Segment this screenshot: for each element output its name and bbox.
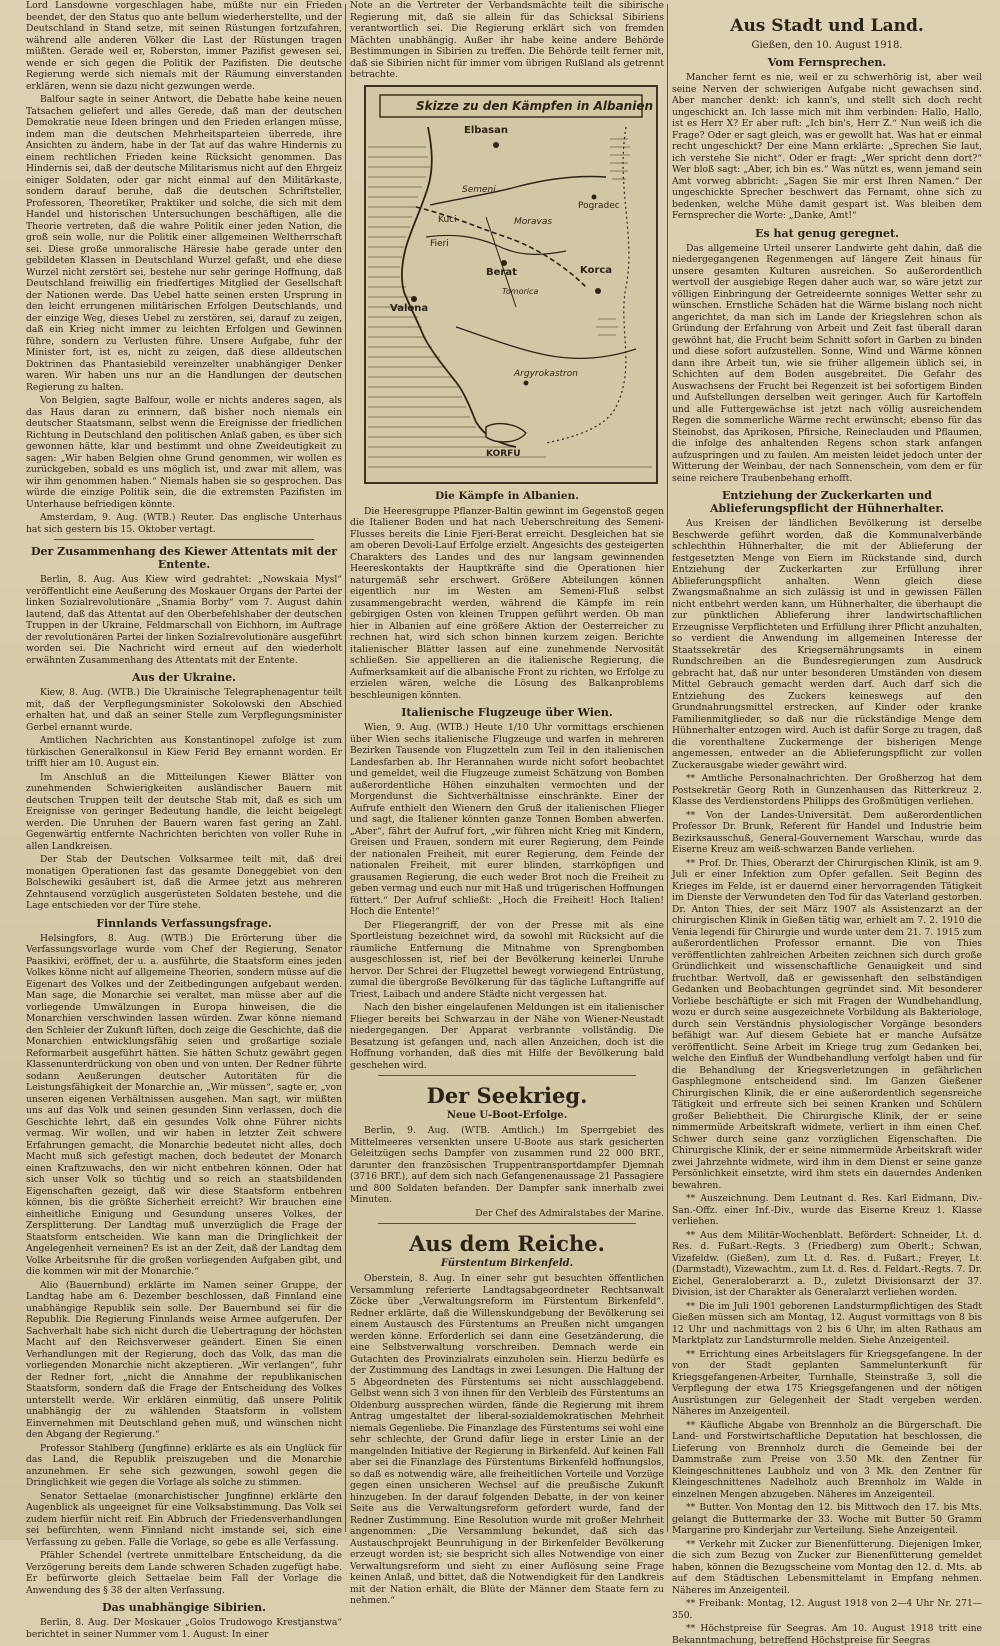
divider bbox=[378, 1223, 636, 1224]
article-text: Professor Stahlberg (Jungfinne) erklärte es als ein Unglück für das Land, die Republik preiszugeben und die Monarchie anzunehmen. Er sehe sich gezwungen, sowohl gegen die Dringlichkeit wie gegen die Vorlage als solche zu stimmen. bbox=[26, 1442, 342, 1488]
map-label: Korca bbox=[580, 264, 613, 276]
article-text: Oberstein, 8. Aug. In einer sehr gut besuchten öffentlichen Versammlung referierte Landtagsabgeordneter Rechtsanwalt Zöcke über „Verwaltungsreform im Fürstentum Birkenfeld“. Redner erklärte, daß die Willenskundgebung der Bevölkerung sei einem Austausch des Fürstentums an Preußen nicht umgangen werden könne. Erforderlich sei dann eine Gesetzänderung, die eine Selbstverwaltung vorschreiben. Demnach werde ein Gutachten des Provinzialrats einzuholen sein. Hierzu bedürfe es der Zustimmung des Landtags in zwei Lesungen. Die Haltung der 5 Abgeordneten des Fürstentums sei nicht ausschlaggebend. Gelbst wenn sich 3 von ihnen für den Verbleib des Fürstentums an Oldenburg aussprechen würden, fände die Regierung mit ihrem Antrag umgestaltet der liberal-sozialdemokratischen Mehrheit niemals Gegenliebe. Die Finanzlage des Fürstentums sei wohl eine sehr schlechte, der Grund dafür liege in erster Linie an der mangelnden Initiative der Regierung in Birkenfeld. Auf keinen Fall aber sei die Finanzlage des Fürstentums Birkenfeld hoffnungslos, so daß es notwendig wäre, alle freiheitlichen Vorteile und Vorzüge gegen einen unsicheren Wechsel auf die preußische Zukunft hinzugeben. In der darauf folgenden Debatte, in der von keiner Seite aus die Verwaltungsreform gefordert wurde, fand der Redner Zustimmung. Eine Resolution wurde mit großer Mehrheit angenommen: „Die Versammlung bekundet, daß sich das Austauschprojekt Beunruhigung in der Birkenfelder Bevölkerung erzeugt worden ist; sie bespricht sich alles Notwendige von einer Verwaltungsreform und sieht zu einer Auflösung seine Frage keinen Anlaß, und bittet, daß die Notwendigkeit für den Landkreis mit der Nation erhält, die Blüte der Männer dem Staate fern zu nehmen.“ bbox=[350, 1273, 664, 1606]
map-label: Berat bbox=[486, 266, 517, 278]
map-caption: Die Kämpfe in Albanien. bbox=[435, 489, 579, 502]
article-text: Nach den bisher eingelaufenen Meldungen ist ein italienischer Flieger bereits bei Schwarzau in der Nähe von Wiener-Neustadt niedergegangen. Der Apparat verbrannte vollständig. Die Besatzung ist gefangen und, nach allen Anzeichen, doch ist die Hoffnung vorhanden, daß dies mit Hilfe der Bevölkerung bald geschehen wird. bbox=[350, 1002, 664, 1071]
headline-ukraine: Aus der Ukraine. bbox=[131, 671, 236, 684]
article-text: Lord Lansdowne vorgeschlagen habe, müßte nur ein Frieden beendet, der den Status quo ante bellum wiederherstellte, und der Deutschland in Stand setze, mit seinen Rüstungen fortzufahren, während alle anderen Völker die Last der Rüstungen tragen müßten. Gerade weil er, Roberston, immer Pazifist gewesen sei, wende er sich gegen die Politik der Pazifisten. Die deutsche Regierung werde sich niemals mit der Räumung einverstanden erklären, wenn sie dazu nicht gezwungen werde. bbox=[26, 0, 342, 92]
news-item: ** Verkehr mit Zucker zur Bienenfütterung. Diejenigen Imker, die sich zum Bezug von Zucker zur Bienenfütterung gemeldet haben, können die Bezugsscheine vom Montag den 12. d. Mts. ab auf dem Städtischen Lebensmittelamt in Empfang nehmen. Näheres im Anzeigenteil. bbox=[672, 1538, 982, 1596]
article-text: Berlin, 8. Aug. Der Moskauer „Golos Trudowogo Krestjanstwa“ berichtet in seiner Nummer vom 1. August: In einer bbox=[26, 1617, 342, 1640]
article-text: Kiew, 8. Aug. (WTB.) Die Ukrainische Telegraphenagentur teilt mit, daß der Verpflegungsminister Sokolowski den Abschied erhalten hat, und daß an seiner Stelle zum Verpflegungsminister Gerbel ernannt wurde. bbox=[26, 687, 342, 733]
map-label: Kuci bbox=[438, 214, 457, 225]
map-label: Elbasan bbox=[464, 124, 508, 136]
section-title: Aus Stadt und Land. bbox=[730, 16, 924, 36]
map-label: Fieri bbox=[430, 238, 449, 249]
article-text: Der Fliegerangriff, der von der Presse mit als eine Sportleistung bezeichnet wird, da sowohl mit Rücksicht auf die räumliche Entfernung die Mitnahme von Sprengbomben ausgeschlossen ist, rief bei der Bevölkerung keinerlei Unruhe hervor. Der Schrei der Flugzettel bewegt vorwiegend Entrüstung, zumal die übergroße Bevölkerung für das tägliche Luftangriffe auf Triest, Laibach und andere Städte nicht vergessen hat. bbox=[350, 919, 664, 1000]
column-middle bbox=[350, 0, 664, 1606]
headline-regen: Es hat genug geregnet. bbox=[755, 226, 899, 240]
map-label: Valona bbox=[390, 302, 429, 314]
article-text: Helsingfors, 8. Aug. (WTB.) Die Erörterung über die Verfassungsvorlage wurde vom Chef der Regierung, Senator Paasikivi, eröffnet, der u. a. ausführte, die Staatsform eines jeden Volkes könne nicht auf allgemeine Theorien, sondern müsse auf die Eigenart des Volkes und der Zeitbedingungen aufgebaut werden. Man sage, die Monarchie sei veraltet, man müsse aber auf die vorliegende Umwälzungen in Europa hinweisen, die die Monarchien verschwinden lassen würden. Zwar könne niemand den Schleier der Zukunft lüften, doch zeige die Geschichte, daß die Monarchien entwicklungsfähig seien und großartige soziale Reformarbeit ausgeführt hätten. Sie hätten Schutz gewährt gegen Klassenunterdrückung von oben und von unten. Der Redner führte sodann Aeußerungen deutscher Autoritäten für die Leistungsfähigkeit der Monarchie an, „Wir müssen“, sagte er, „von unseren eigenen Verhältnissen ausgehen. Man sagt, wir müßten uns auf das Volk und seinen gesunden Sinn verlassen, doch die Geschichte lehrt, daß ein gesundes Volk ohne Führer nichts vermag. Wir wollen, und wir haben in letzter Zeit schwere Erfahrungen gemacht, die Monarchie bedeutet nicht alles, doch Macht muß sich gefestigt machen, doch bedeutet der Monarch einen Kraftzuwachs, den wir nicht entbehren können. Oder hat sich unser Volk so tüchtig und so reich an staatsbildenden Eigenschaften gezeigt, daß wir diese Staatsform entbehren können, bis die größte Sicherheit erreicht? Wir brauchen eine einheitliche Einigung und Gesundung unseres Volkes, der Zersplitterung. Der Landtag muß unverzüglich die Frage der Staatsform entscheiden. Wie kann man die Dringlichkeit der Angelegenheit verneinen? Es ist an der Zeit, daß der Landtag dem Volke Arbeitsruhe für die großen vorliegenden Aufgaben gibt, und die kommen wir mit der Monarchie.“ bbox=[26, 932, 342, 1277]
subheadline-uboot: Neue U-Boot-Erfolge. bbox=[446, 1110, 568, 1121]
divider bbox=[54, 539, 314, 540]
albania-map bbox=[364, 85, 658, 484]
news-item: ** Aus dem Militär-Wochenblatt. Befördert: Schneider, Lt. d. Res. d. Fußart.-Regts. 3 (Friedberg) zum Oberlt.; Schwan, Vizefeldw. (Gießen), zum Lt. d. Res. d. Fußart.; Freyer, Lt. (Darmstadt), Vizewachtm., zum Lt. d. Res. d. Feldart.-Regts. 7. Dr. Eichel, Generaloberarzt a. D., zuletzt Divisionsarzt der 37. Division, ist der Charakter als Generalarzt verliehen worden. bbox=[672, 1229, 982, 1298]
map-label: KORFU bbox=[486, 448, 521, 459]
article-text: Balfour sagte in seiner Antwort, die Debatte habe keine neuen Tatsachen geliefert und alles Gerede, daß man der deutschen Demokratie neue Ideen bringen und den Frieden erlangen müsse, indem man die deutschen Mehrheitsparteien überrede, ihre Ansichten zu ändern, habe in der Tat auf das wahre Hindernis zu einem rechtlichen Frieden keine Rücksicht genommen. Das Hindernis sei, daß der deutsche Militarismus nicht auf den Ehrgeiz einiger Soldaten, oder gar nicht einmal auf den Militärkaste, sondern darauf beruhe, daß die deutschen Schriftsteller, Professoren, Theoretiker, Praktiker und solche, die sich mit dem Handel und historischen Untersuchungen beschäftigen, alle die Theorie vertreten, daß die wahre Politik einer jeden Nation, die groß sein wolle, nur die Politik einer allgemeinen Weltherrschaft sei. Diese große unmoralische Häresie habe gerade unter den gebildeten Klassen in Deutschland Wurzel gefaßt, und ehe diese Wurzel nicht zerstört sei, bestehe nur sehr geringe Hoffnung, daß Deutschland freiwillig ein friedfertiges Mitglied der Gesellschaft der Nationen werde. Das Uebel hatte seinen ersten Ursprung in den leicht errungenen militärischen Erfolgen Deutschlands, und der einzige Weg, dieses Uebel zu zerstören, sei, darauf zu zeigen, daß ein Krieg nicht immer zu leichten Erfolgen und Gewinnen führe, sondern zu Verlusten führe. Unsere Aufgabe, fuhr der Minister fort, ist es, nicht zu zeigen, daß diese alldeutschen Doktrinen das Phantasiebild vereinzelter unabhängiger Denker waren. Wir haben uns nur an die Handlungen der deutschen Regierung zu halten. bbox=[26, 94, 342, 393]
news-item: ** Von der Landes-Universität. Dem außerordentlichen Professor Dr. Brunk, Referent für Handel und Industrie beim Bezirksausschuß, General-Gouvernement Warschau, wurde das Eiserne Kreuz am weiß-schwarzen Bande verliehen. bbox=[672, 809, 982, 855]
subheadline-birkenfeld: Fürstentum Birkenfeld. bbox=[440, 1258, 574, 1269]
dateline: Gießen, den 10. August 1918. bbox=[751, 40, 903, 51]
article-text: Von Belgien, sagte Balfour, wolle er nichts anderes sagen, als das Haus daran zu erinnern, daß bisher noch niemals ein deutscher Staatsmann, selbst wenn die Ereignisse der friedlichen Richtung in Deutschland den politischen Anlaß gaben, es über sich gewonnen hätte, klar und bestimmt und ohne Zweideutigkeit zu sagen: „Wir haben Belgien ohne Grund genommen, wir wollen es zurückgeben, sobald es uns möglich ist, und zwar mit allem, was wir ihm genommen haben.“ Niemals haben sie so gesprochen. Das würde die einzige Politik sein, die die extremsten Pazifisten im Unterhause befriedigen könnte. bbox=[26, 395, 342, 510]
news-item: ** Auszeichnung. Dem Leutnant d. Res. Karl Eidmann, Div.-San.-Offz. einer Inf.-Div., wurde das Eiserne Kreuz 1. Klasse verliehen. bbox=[672, 1193, 982, 1227]
article-text: Der Stab der Deutschen Volksarmee teilt mit, daß drei monatigen Operationen fast das gesamte Doneggebiet von den Bolschewiki gesäubert ist, daß die Armee jetzt aus mehreren Zehntausend vorzüglich ausgerüsteten Soldaten bestehe, und die Lage entschieden vor der Türe stehe. bbox=[26, 854, 342, 911]
article-text: Wien, 9. Aug. (WTB.) Heute 1/10 Uhr vormittags erschienen über Wien sechs italienische Flugzeuge und warfen in mehreren Bezirken Tausende von Flugzetteln zum Teil in den italienischen Landesfarben ab. Ihr Herannahen wurde nicht sofort beobachtet und gemeldet, weil die Flugzeuge zumeist Schätzung von Bomben außerordentliche Höhen einzuhalten vermochten und der Morgendunst die Sichtverhältnisse einschränkte. Einer der Aufrufe enthielt den Wienern den Gruß der italienischen Flieger und sagt, die Italiener könnten ganze Tonnen Bomben abwerfen. „Aber“, fährt der Aufruf fort, „wir führen nicht Krieg mit Kindern, Greisen und Frauen, sondern mit eurer Regierung, dem Feinde der nationalen Freiheit, mit eurer Regierung, dem Feinde der nationalen Freiheit, mit eurer blinden, starrköpfigen und grausamen Regierung, die euch weder Brot noch die Freiheit zu geben vermag und euch nur mit Haß und trügerischen Hoffnungen füttert.“ Der Aufruf schließt: „Hoch die Freiheit! Hoch Italien! Hoch die Entente!“ bbox=[350, 722, 664, 917]
headline-reiche: Aus dem Reiche. bbox=[409, 1231, 605, 1256]
article-text: Mancher fernt es nie, weil er zu schwerhörig ist, aber weil seine Nerven der schwierigen Aufgabe nicht gewachsen sind. Aber mancher denkt: ich kann's, und stellt sich doch recht ungeschickt an. Ich lasse mich mit ihm verbinden: Hallo, Hallo, ist es Herr X? Er aber ruft: „Ich bin's, Herr Z.“ Nun weiß ich die Frage? Oder er sagt gleich, was er gewollt hat. Was hat er einmal recht ungeschickt? Der eine Mann erklärte: „Sprechen Sie laut, ich verstehe Sie nicht“. Oder er fragt: „Wer spricht denn dort?“ Wer bloß sagt: „Aber, ich bin es.“ Was nützt es, wenn jemand sein Amt vorweg abbricht: „Sagen Sie mir erst Ihren Namen.“ Der ungeschickte Sprecher beschwert das Fernamt, ohne sich zu bedenken, welche Mühe damit gespart ist. Was bleiben dem Fernsprecher die Worte: „Danke, Amt!“ bbox=[672, 72, 982, 221]
article-text: Pfähler Schendel (vertrete unmittelbare Entscheidung, da die Verzögerung bereits dem Lande schweren Schaden zugefügt habe. Er befürworte gleich Settaelae beim Fall der Vorlage die Anwendung des § 38 der alten Verfassung. bbox=[26, 1550, 342, 1596]
article-text: Das allgemeine Urteil unserer Landwirte geht dahin, daß die niedergegangenen Regenmengen auf längere Zeit hinaus für unsere gesamten Kulturen ausreichen. So außerordentlich wertvoll der ausgiebige Regen daher auch war, so wäre jetzt zur völligen Einbringung der Getreideernte sonniges Wetter sehr zu wünschen. Ernstliche Schäden hat die Wärme bislang noch nicht angerichtet, da man sich im Lande der Kriegslehren schon als Gründung der Erfahrung von Arbeit und Zeit fast überall daran gewöhnt hat, die Frucht beim Schnitt sofort in Garben zu binden und diese sofort aufzustellen. Sonne, Wind und Wärme können dann ihre Arbeit tun, wie sie früher allgemein üblich sei, in Schichten auf dem Boden ausgebreitet. Die Gefahr des Auswachsens der Frucht bei Regenzeit ist bei sofortigem Binden und Aufstellungen derselben weit geringer. Auch für Kartoffeln und alle Futtergewächse ist jetzt nach völlig ausreichendem Regen die sommerliche Wärme recht erwünscht; ebenso für das Steinobst, das Aprikosen, Pfirsiche, Reineclauden und Pflaumen, die infolge des anhaltenden Regens schon stark anfangen aufzuspringen und zu faulen. Am meisten leidet jedoch unter der Witterung der Weinbau, der nach Sonnenschein, vom dem er für seine reichere Traubenbehang erhofft. bbox=[672, 242, 982, 484]
article-text: Alio (Bauernbund) erklärte im Namen seiner Gruppe, der Landtag habe am 6. Dezember beschlossen, daß Finnland eine unabhängige Republik sein solle. Der Bauernbund sei für die Republik. Die Regierung Finnlands weise Armee aufgerufen. Der Sachverhalt habe sich nicht durch die Uebertragung der höchsten Macht auf den Reichsverweser geändert. Einen Sie einen Verhandlungen mit der Regierung, doch das Volk, das man die vorliegenden Monarchie nicht akzeptieren. „Wir verlangen“, fuhr der Redner fort, „nicht die Annahme der republikanischen Staatsform, sondern daß die Frage der Entscheidung des Volkes unterstellt werde. Wir erklären einmütig, daß unsere Politik unabhängig der zu wählenden Staatsform in vollstem Einvernehmen mit Deutschland gehen muß, und wünschen nicht den Abgang der Regierung.“ bbox=[26, 1279, 342, 1440]
news-item: ** Prof. Dr. Thies, Oberarzt der Chirurgischen Klinik, ist am 9. Juli er einer Infektion zum Opfer gefallen. Seit Beginn des Krieges im Felde, ist er dauernd einer hervorragenden Tätigkeit im Dienste der Verwundeten den Tod für das Vaterland gestorben. Dr. Anton Thies, der seit März 1907 als Assistenzarzt an der chirurgischen Klinik in Gießen tätig war, erhielt am 7. 2. 1910 die Venia legendi für Chirurgie und wurde unter dem 21. 7. 1915 zum außerordentlichen Professor ernannt. Die von Thies veröffentlichten zahlreichen Arbeiten zeichnen sich durch große Gründlichkeit und wissenschaftliche Genauigkeit und sind fruchtbar. Wertvoll, daß er gewissenhaft den selbständigen Gedanken und Beobachtungen gegründet sind. Mit besonderer Vorliebe beschäftigte er sich mit Fragen der Wundbehandlung, wozu er durch seine ausgezeichnete Vorbildung als Bakteriologe, durch sein Verständnis physiologischer Vorgänge besonders befähigt war. Auf diesem Gebiete hat er manche Aufsätze veröffentlicht. Seine Arbeit im Kriege trug zum Gedanken bei, welche den Einfluß der Wundbehandlung verfolgt haben und für die Behandlung der Kriegsverletzungen in gefährlichen Gasphlegmone entscheidend sind. Im Ganzen Gießener Chirurgischen Klinik, die er eine außerordentlich segensreiche Tätigkeit und erfreute sich bei seinen Kranken und Schülern großer Beliebtheit. Die Chirurgische Klinik, der er seine nimmermüde Arbeitskraft widmete, verliert in ihm einen Chef. Schwer durch seine ganz vorzüglichen Eigenschaften. Die Chirurgische Klinik, der er seine nimmermüde Arbeitskraft wider zwei Jahrzehnte widmete, wird ihm in dem Dienst er seine ganze Persönlichkeit einsetzte, wird ihm stets ein dauerndes Andenken bewahren. bbox=[672, 857, 982, 1191]
article-text: Berlin, 9. Aug. (WTB. Amtlich.) Im Sperrgebiet des Mittelmeeres versenkten unsere U-Boote aus stark gesicherten Geleitzügen sechs Dampfer von zusammen rund 22 000 BRT., darunter den französischen Truppentransportdampfer Djemnah (3716 BRT.), auf dem sich nach Gefangenenaussage 21 Passagiere und 800 Soldaten befanden. Der Dampfer sank innerhalb zwei Minuten. bbox=[350, 1125, 664, 1205]
article-text: Senator Settaelae (monarchistischer Jungfinne) erklärte den Augenblick als ungeeignet für eine Volksabstimmung. Das Volk sei zudem hierfür nicht reif. Ein Abbruch der Friedensverhandlungen sei befürchten, wenn Finnland nicht imstande sei, sich eine Verfassung zu geben. Falle die Vorlage, so gebe es alle Verfassung. bbox=[26, 1490, 342, 1548]
article-text: Note an die Vertreter der Verbandsmächte teilt die sibirische Regierung mit, daß sie allein für das Schicksal Sibiriens verantwortlich sei. Die Regierung erklärt sich von fremden Mächten unabhängig. Außer ihr habe keine andere Behörde Bestimmungen in Sibirien zu treffen. Die Behörde teilt ferner mit, daß sie Sibirien nicht für immer vom übrigen Rußland als getrennt betrachte. bbox=[350, 0, 664, 80]
map-title: Skizze zu den Kämpfen in Albanien bbox=[416, 98, 654, 113]
article-signature: Der Chef des Admiralstabes der Marine. bbox=[475, 1207, 664, 1219]
article-text: Amtlichen Nachrichten aus Konstantinopel zufolge ist zum türkischen Generalkonsul in Kiew Ferid Bey ernannt worden. Er trifft hier am 10. August ein. bbox=[26, 735, 342, 769]
map-label: Tomorica bbox=[502, 286, 539, 296]
headline-zucker: Entziehung der Zuckerkarten und Ablieferungspflicht der Hühnerhalter. bbox=[710, 489, 944, 515]
headline-flugzeuge: Italienische Flugzeuge über Wien. bbox=[401, 706, 613, 719]
news-item: ** Höchstpreise für Seegras. Am 10. August 1918 tritt eine Bekanntmachung, betreffend Höchstpreise für Seegras bbox=[672, 1623, 982, 1646]
headline-sibirien: Das unabhängige Sibirien. bbox=[102, 1601, 266, 1614]
article-text: Berlin, 8. Aug. Aus Kiew wird gedrahtet: „Nowskaia Mysl“ veröffentlicht eine Aeußerung des Moskauer Organs der Partei der linken Sozialrevolutionäre „Snamia Borby“ vom 7. August dahin lautend, daß das Attentat auf den Oberbefehlshaber der deutschen Truppen in der Ukraine, Feldmarschall von Eichhorn, im Auftrage der revolutionären Partei der linken Sozialrevolutionäre ausgeführt worden sei. Die Nachricht wird erneut auf den wiederholt erwähnten Zusammenhang des Attentats mit der Entente. bbox=[26, 574, 342, 666]
map-label: Semeni bbox=[462, 184, 496, 195]
news-item: ** Amtliche Personalnachrichten. Der Großherzog hat dem Postsekretär Georg Roth in Gunzenhausen das Ritterkreuz 2. Klasse des Verdienstordens Philipps des Großmütigen verliehen. bbox=[672, 773, 982, 807]
column-left bbox=[26, 0, 342, 1640]
divider bbox=[378, 1075, 636, 1076]
news-item: ** Käufliche Abgabe von Brennholz an die Bürgerschaft. Die Land- und Forstwirtschaftliche Deputation hat beschlossen, die Lieferung von Brennholz durch die Gemeinde bei der Dammstraße zum Preise von 3.50 Mk. den Zentner für Kleingeschnittenes Laubholz und von 3 Mk. den Zentner für Kleingeschnittenes Nadelholz auch Brennholz im Walde in einzelnen Mengen abzugeben. Näheres im Anzeigenteil. bbox=[672, 1419, 982, 1500]
news-item: ** Die im Juli 1901 geborenen Landsturmpflichtigen des Stadt Gießen müssen sich am Montag, 12. August vormittags von 8 bis 12 Uhr und nachmittags von 2 bis 6 Uhr, im alten Rathaus am Marktplatz zur Landsturmrolle melden. Siehe Anzeigenteil. bbox=[672, 1300, 982, 1346]
news-item: ** Butter. Von Montag den 12. bis Mittwoch den 17. bis Mts. gelangt die Buttermarke der 33. Woche mit Butter 50 Gramm Margarine pro Kinderjahr zur Verteilung. Siehe Anzeigenteil. bbox=[672, 1502, 982, 1536]
map-label: Pogradec bbox=[578, 200, 620, 211]
article-text: Die Heeresgruppe Pflanzer-Baltin gewinnt im Gegenstoß gegen die Italiener Boden und hat nach Ueberschreitung des Semeni-Flusses bereits die Linie Fjeri-Berat erreicht. Desgleichen hat sie am oberen Devoli-Lauf Erfolge erzielt. Angesichts des gesteigerten Charakters des Landes und des nur langsam gewinnenden Heereskontakts der Hauptkräfte sind die Operationen hier naturgemäß sehr erschwert. Größere Abteilungen können eigentlich nur im Westen am Semeni-Fluß selbst zusammengebracht werden, während die Kämpfe im rein gebirgigen Osten von kleinen Truppen geführt werden. Ob man hier in Albanien auf eine größere Aktion der Oesterreicher zu rechnen hat, wird sich schon binnen kurzem zeigen. Berichte italienischer Blätter lassen auf eine zunehmende Nervosität schließen. Sie appellieren an die italienische Regierung, die Aufmerksamkeit auf die albanische Front zu richten, wo Erfolge zu erzielen wären, welche die Lösung des Balkanproblems beschleunigen könnten. bbox=[350, 505, 664, 701]
headline-kiew: Der Zusammenhang des Kiewer Attentats mit der Entente. bbox=[31, 545, 337, 571]
headline-fernsprechen: Vom Fernsprechen. bbox=[767, 56, 887, 69]
map-label: Moravas bbox=[514, 216, 553, 227]
column-rule bbox=[667, 4, 668, 1532]
news-item: ** Errichtung eines Arbeitslagers für Kriegsgefangene. In der von der Stadt geplanten Sammelunterkunft für Kriegsgefangenen-Arbeiter, Turnhalle, Steinstraße 3, soll die Verpflegung der etwa 175 Kriegsgefangenen und der nötigen Ausrüstungen zur Gelegenheit der Stadt vergeben werden. Näheres im Anzeigenteil. bbox=[672, 1348, 982, 1417]
headline-seekrieg: Der Seekrieg. bbox=[426, 1083, 588, 1108]
news-item: ** Freibank: Montag, 12. August 1918 von 2—4 Uhr Nr. 271—350. bbox=[672, 1598, 982, 1621]
map-drawing bbox=[366, 87, 656, 478]
column-rule bbox=[345, 4, 346, 1532]
map-label: Argyrokastron bbox=[514, 368, 578, 379]
column-right bbox=[672, 0, 982, 1646]
headline-finnland: Finnlands Verfassungsfrage. bbox=[96, 916, 272, 930]
article-text: Aus Kreisen der ländlichen Bevölkerung ist derselbe Beschwerde geführt worden, daß die Kommunalverbände schlechthin Hühnerhalter, die mit der Ablieferung der festgesetzten Menge von Eiern im Rückstande sind, durch Entziehung der Zuckerkarten zur Erfüllung ihrer Ablieferungspflicht anhalten. Wenn gleich diese Zwangsmaßnahme an sich zulässig ist und in gewissen Fällen nicht entbehrt werden kann, um Hühnerhalter, die überhaupt die zur pünktlichen Ablieferung ihrer landwirtschaftlichen Erzeugnisse Verpflichteten und Erfüllung ihrer Pflicht anzuhalten, so verdient die Anwendung im allgemeinen Interesse der Staatssekretär des Kriegsernährungsamts in einem Rundschreiben an die Bundesregierungen zum Ausdruck gebracht hat, daß nur unter besonderen Umständen von diesem Mittel Gebrauch gemacht werden darf. Auch darf sich die Entziehung des Zuckers keineswegs auf den Grundnahrungsmittel erstrecken, auf Kinder oder kranke Familienmitglieder, so daß nur die rückständige Menge dem Hühnerhalter entzogen wird. Auch ist dafür Sorge zu tragen, daß die vorenthaltene Zuckermenge der bisherigen Menge angemessen, entweder an die Ablieferungspflicht zur vollen Zuckerausgabe wieder gewährt wird. bbox=[672, 518, 982, 771]
article-text: Amsterdam, 9. Aug. (WTB.) Reuter. Das englische Unterhaus hat sich gestern bis 15. Oktober vertagt. bbox=[26, 512, 342, 535]
article-text: Im Anschluß an die Mitteilungen Kiewer Blätter von zunehmenden Schwierigkeiten ausländischer Bauern mit deutschen Truppen teilt der deutsche Stab mit, daß es sich um Ereignisse von geringer Bedeutung handle, die leicht beigelegt werden. Die Unruhen der Bauern waren fast gering an Zahl. Gegenwärtig entfernte Nachrichten berichten von voller Ruhe in allen Landkreisen. bbox=[26, 771, 342, 852]
